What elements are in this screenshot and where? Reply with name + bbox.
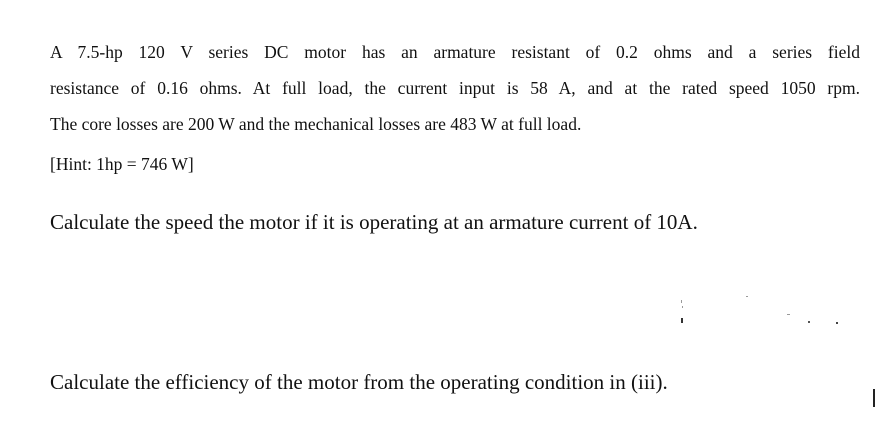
text-cursor (873, 389, 875, 407)
problem-statement (50, 34, 860, 142)
problem-line-1: A 7.5-hp 120 V series DC motor has an armature resistant of 0.2 ohms and a series field (50, 42, 860, 62)
question-speed: Calculate the speed the motor if it is operating at an armature current of 10A. (50, 210, 698, 234)
hint-text: [Hint: 1hp = 746 W] (50, 154, 194, 174)
problem-line-2: resistance of 0.16 ohms. At full load, the current input is 58 A, and at the rated speed 1050 rpm. (50, 78, 860, 98)
question-efficiency: Calculate the efficiency of the motor from the operating condition in (iii). (50, 370, 668, 394)
problem-line-3: The core losses are 200 W and the mechanical losses are 483 W at full load. (50, 114, 582, 134)
